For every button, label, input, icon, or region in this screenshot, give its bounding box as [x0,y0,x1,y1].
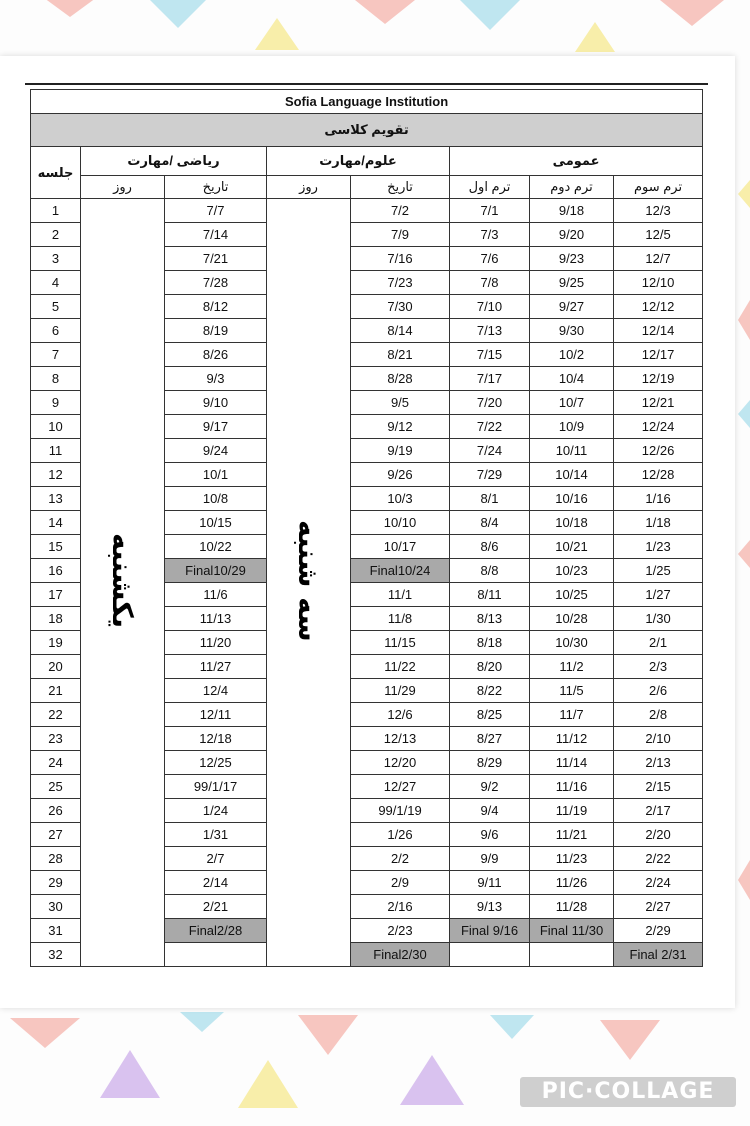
science-date-cell: 9/19 [351,439,450,463]
science-date-cell: 11/1 [351,583,450,607]
term1-date-cell: 7/29 [450,463,530,487]
science-date-cell: 9/5 [351,391,450,415]
term3-date-cell: 2/1 [614,631,703,655]
session-number-cell: 10 [31,415,81,439]
math-date-cell: 7/21 [165,247,267,271]
term2-date-cell: 9/20 [530,223,614,247]
math-date-cell: 12/4 [165,679,267,703]
term2-date-cell: 9/23 [530,247,614,271]
session-number-cell: 24 [31,751,81,775]
term1-date-cell: 8/6 [450,535,530,559]
session-number-cell: 14 [31,511,81,535]
math-date-cell: 7/7 [165,199,267,223]
science-date-cell: 12/20 [351,751,450,775]
term2-date-cell: 10/23 [530,559,614,583]
term1-date-cell: 7/3 [450,223,530,247]
decor-triangle [738,860,750,900]
term1-date-cell: 8/1 [450,487,530,511]
session-number-cell: 11 [31,439,81,463]
science-date-cell: 9/12 [351,415,450,439]
science-day-cell [267,199,351,967]
session-number-cell: 26 [31,799,81,823]
term1-date-cell: 7/22 [450,415,530,439]
decor-triangle [660,0,724,26]
term2-date-cell: 10/21 [530,535,614,559]
term2-date-cell: 11/19 [530,799,614,823]
session-number-cell: 31 [31,919,81,943]
term3-date-cell: 12/28 [614,463,703,487]
term2-date-cell: 11/14 [530,751,614,775]
term2-date-cell: 11/2 [530,655,614,679]
term2-date-cell [530,943,614,967]
science-date-cell: 1/26 [351,823,450,847]
science-date-cell: 11/15 [351,631,450,655]
math-date-cell: 10/22 [165,535,267,559]
science-date-cell: 2/2 [351,847,450,871]
science-date-cell: 7/2 [351,199,450,223]
term3-date-cell: Final 2/31 [614,943,703,967]
session-number-cell: 29 [31,871,81,895]
decor-triangle [738,400,750,428]
term2-date-cell: 10/16 [530,487,614,511]
term1-date-cell: 8/20 [450,655,530,679]
document-subtitle: تقویم کلاسی [31,114,703,147]
term2-date-cell: 10/9 [530,415,614,439]
math-date-cell: 11/6 [165,583,267,607]
term2-date-cell: 10/7 [530,391,614,415]
math-date-cell: Final2/28 [165,919,267,943]
math-date-cell: 2/21 [165,895,267,919]
term1-date-cell: 9/11 [450,871,530,895]
science-date-cell: 12/6 [351,703,450,727]
session-number-cell: 25 [31,775,81,799]
decor-triangle [298,1015,358,1055]
science-day-label: سه شنبه [292,520,325,642]
math-date-cell: 9/17 [165,415,267,439]
session-number-cell: 27 [31,823,81,847]
term1-date-cell: 9/2 [450,775,530,799]
term3-date-cell: 1/16 [614,487,703,511]
science-date-cell: 7/23 [351,271,450,295]
science-date-cell: 8/28 [351,367,450,391]
term2-date-cell: 11/23 [530,847,614,871]
term2-date-cell: 11/26 [530,871,614,895]
term1-date-cell [450,943,530,967]
math-day-header: روز [81,176,165,199]
term1-date-cell: 7/8 [450,271,530,295]
session-number-cell: 15 [31,535,81,559]
term1-date-cell: 7/1 [450,199,530,223]
term3-date-cell: 2/29 [614,919,703,943]
term2-date-cell: 10/2 [530,343,614,367]
math-date-cell: 8/19 [165,319,267,343]
term3-date-cell: 12/10 [614,271,703,295]
session-number-cell: 23 [31,727,81,751]
science-date-cell: 11/8 [351,607,450,631]
term2-date-cell: 10/25 [530,583,614,607]
math-date-cell: 99/1/17 [165,775,267,799]
science-date-cell: 7/16 [351,247,450,271]
term2-date-cell: 10/4 [530,367,614,391]
term2-date-cell: 10/14 [530,463,614,487]
decor-triangle [40,0,100,17]
session-number-cell: 19 [31,631,81,655]
decor-triangle [738,300,750,340]
term1-date-cell: 7/17 [450,367,530,391]
decor-triangle [100,1050,160,1098]
science-date-cell: 10/10 [351,511,450,535]
term2-date-cell: 11/21 [530,823,614,847]
decor-triangle [400,1055,464,1105]
term3-date-cell: 2/24 [614,871,703,895]
decor-triangle [490,1015,534,1039]
term3-date-cell: 2/27 [614,895,703,919]
session-number-cell: 20 [31,655,81,679]
document-page [0,56,735,1008]
term3-date-cell: 2/6 [614,679,703,703]
science-date-cell: 2/23 [351,919,450,943]
term2-date-cell: 9/30 [530,319,614,343]
group-header-general: عمومی [450,147,703,176]
science-date-cell: 7/9 [351,223,450,247]
science-date-cell: 12/13 [351,727,450,751]
math-date-cell: 12/18 [165,727,267,751]
term2-date-cell: 9/25 [530,271,614,295]
decor-triangle [600,1020,660,1060]
decor-triangle [238,1060,298,1108]
group-header-math: ریاضی /مهارت [81,147,267,176]
term1-date-cell: 8/18 [450,631,530,655]
term2-date-cell: 9/18 [530,199,614,223]
math-date-cell: 10/15 [165,511,267,535]
term3-header: ترم سوم [614,176,703,199]
session-number-cell: 12 [31,463,81,487]
term1-date-cell: 9/6 [450,823,530,847]
term2-date-cell: 10/18 [530,511,614,535]
session-number-cell: 30 [31,895,81,919]
term3-date-cell: 2/3 [614,655,703,679]
term2-date-cell: 11/5 [530,679,614,703]
term2-date-cell: 11/28 [530,895,614,919]
term1-date-cell: 7/13 [450,319,530,343]
math-date-cell: 11/20 [165,631,267,655]
science-day-header: روز [267,176,351,199]
term2-date-cell: Final 11/30 [530,919,614,943]
term1-date-cell: 7/15 [450,343,530,367]
math-date-cell: 11/13 [165,607,267,631]
term3-date-cell: 1/27 [614,583,703,607]
session-number-cell: 28 [31,847,81,871]
session-number-cell: 13 [31,487,81,511]
term1-date-cell: 8/25 [450,703,530,727]
decor-triangle [355,0,415,24]
decor-triangle [255,18,299,50]
term1-date-cell: 8/22 [450,679,530,703]
decor-triangle [575,22,615,52]
term2-date-cell: 10/28 [530,607,614,631]
session-number-cell: 17 [31,583,81,607]
term3-date-cell: 12/5 [614,223,703,247]
science-date-cell: Final2/30 [351,943,450,967]
session-number-cell: 6 [31,319,81,343]
decor-triangle [10,1018,80,1048]
math-date-cell: 7/14 [165,223,267,247]
science-date-cell: 7/30 [351,295,450,319]
term3-date-cell: 2/22 [614,847,703,871]
science-date-cell: 2/16 [351,895,450,919]
term3-date-cell: 2/15 [614,775,703,799]
term3-date-cell: 12/12 [614,295,703,319]
term3-date-cell: 2/17 [614,799,703,823]
term3-date-cell: 12/24 [614,415,703,439]
session-number-cell: 5 [31,295,81,319]
term1-date-cell: 9/4 [450,799,530,823]
term1-date-cell: 7/20 [450,391,530,415]
term1-date-cell: 7/6 [450,247,530,271]
science-date-header: تاریخ [351,176,450,199]
term2-date-cell: 11/7 [530,703,614,727]
math-date-cell: 11/27 [165,655,267,679]
session-number-cell: 18 [31,607,81,631]
math-date-header: تاریخ [165,176,267,199]
math-date-cell [165,943,267,967]
term3-date-cell: 2/8 [614,703,703,727]
math-date-cell: 12/25 [165,751,267,775]
table-row [31,199,703,223]
term1-date-cell: 8/8 [450,559,530,583]
math-date-cell: 10/1 [165,463,267,487]
math-date-cell: 9/24 [165,439,267,463]
document-title: Sofia Language Institution [31,90,703,114]
math-date-cell: 8/26 [165,343,267,367]
science-date-cell: 11/22 [351,655,450,679]
term1-date-cell: 7/24 [450,439,530,463]
science-date-cell: 8/21 [351,343,450,367]
math-date-cell: 7/28 [165,271,267,295]
term3-date-cell: 1/30 [614,607,703,631]
session-number-cell: 8 [31,367,81,391]
session-number-cell: 4 [31,271,81,295]
math-date-cell: 9/10 [165,391,267,415]
term2-date-cell: 10/30 [530,631,614,655]
term2-date-cell: 11/12 [530,727,614,751]
term2-header: ترم دوم [530,176,614,199]
science-date-cell: 2/9 [351,871,450,895]
science-date-cell: Final10/24 [351,559,450,583]
term3-date-cell: 12/14 [614,319,703,343]
term3-date-cell: 12/21 [614,391,703,415]
term2-date-cell: 11/16 [530,775,614,799]
math-date-cell: 1/24 [165,799,267,823]
term2-date-cell: 9/27 [530,295,614,319]
top-rule [25,83,708,85]
term1-date-cell: 7/10 [450,295,530,319]
term3-date-cell: 12/7 [614,247,703,271]
decor-triangle [180,1012,224,1032]
science-date-cell: 99/1/19 [351,799,450,823]
science-date-cell: 12/27 [351,775,450,799]
math-date-cell: 10/8 [165,487,267,511]
term3-date-cell: 1/18 [614,511,703,535]
term1-date-cell: 8/29 [450,751,530,775]
decor-triangle [738,180,750,208]
math-date-cell: 1/31 [165,823,267,847]
decor-triangle [150,0,206,28]
science-date-cell: 10/3 [351,487,450,511]
math-date-cell: 12/11 [165,703,267,727]
session-number-cell: 22 [31,703,81,727]
term3-date-cell: 12/3 [614,199,703,223]
session-number-cell: 9 [31,391,81,415]
term1-header: ترم اول [450,176,530,199]
class-calendar-table [30,89,703,967]
session-number-cell: 1 [31,199,81,223]
session-number-cell: 21 [31,679,81,703]
term1-date-cell: 9/13 [450,895,530,919]
session-number-cell: 32 [31,943,81,967]
math-day-cell [81,199,165,967]
science-date-cell: 11/29 [351,679,450,703]
term1-date-cell: 8/11 [450,583,530,607]
term3-date-cell: 1/23 [614,535,703,559]
math-date-cell: 8/12 [165,295,267,319]
session-number-cell: 2 [31,223,81,247]
term3-date-cell: 12/19 [614,367,703,391]
math-date-cell: Final10/29 [165,559,267,583]
decor-triangle [460,0,520,30]
term3-date-cell: 2/13 [614,751,703,775]
pic-collage-watermark: PIC·COLLAGE [520,1077,736,1107]
term1-date-cell: 8/27 [450,727,530,751]
math-date-cell: 2/14 [165,871,267,895]
group-header-science: علوم/مهارت [267,147,450,176]
term3-date-cell: 2/10 [614,727,703,751]
science-date-cell: 9/26 [351,463,450,487]
science-date-cell: 10/17 [351,535,450,559]
session-number-cell: 7 [31,343,81,367]
session-number-cell: 3 [31,247,81,271]
math-date-cell: 2/7 [165,847,267,871]
math-day-label: یکشنبه [106,533,139,629]
term3-date-cell: 2/20 [614,823,703,847]
decor-triangle [738,540,750,568]
session-number-cell: 16 [31,559,81,583]
session-header: جلسه [31,147,81,199]
term2-date-cell: 10/11 [530,439,614,463]
term3-date-cell: 12/26 [614,439,703,463]
term3-date-cell: 1/25 [614,559,703,583]
science-date-cell: 8/14 [351,319,450,343]
term1-date-cell: Final 9/16 [450,919,530,943]
term1-date-cell: 9/9 [450,847,530,871]
math-date-cell: 9/3 [165,367,267,391]
term1-date-cell: 8/13 [450,607,530,631]
term3-date-cell: 12/17 [614,343,703,367]
term1-date-cell: 8/4 [450,511,530,535]
